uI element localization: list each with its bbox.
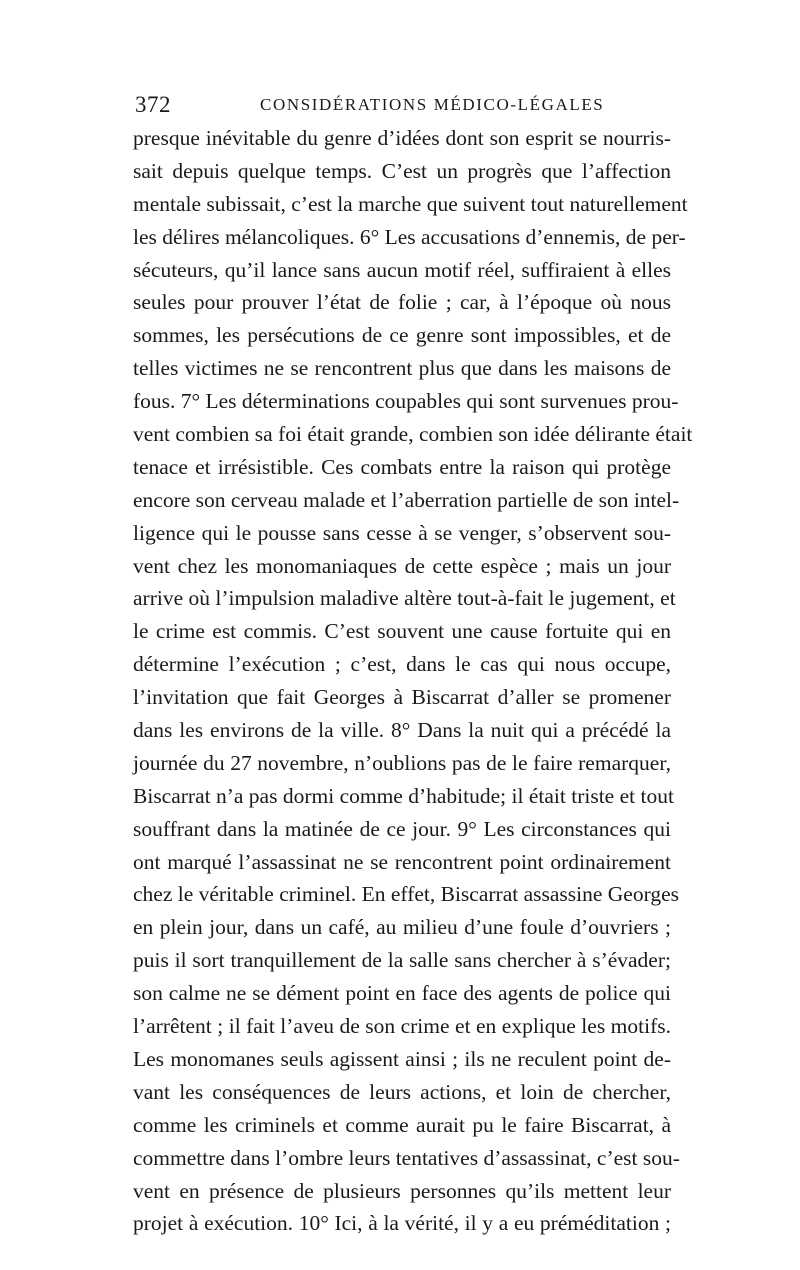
text-line: Biscarrat n’a pas dormi comme d’habitude; il était triste et tout (133, 783, 674, 808)
running-title: CONSIDÉRATIONS MÉDICO-LÉGALES (260, 95, 605, 114)
text-line: vent en présence de plusieurs personnes qu’ils mettent leur (133, 1178, 671, 1203)
text-line: le crime est commis. C’est souvent une cause fortuite qui en (133, 619, 671, 644)
text-line: mentale subissait, c’est la marche que suivent tout naturellement (133, 191, 688, 216)
text-line: souffrant dans la matinée de ce jour. 9° Les circonstances qui (133, 816, 671, 841)
text-line: les délires mélancoliques. 6° Les accusations d’ennemis, de per- (133, 224, 686, 249)
text-line: commettre dans l’ombre leurs tentatives d’assassinat, c’est sou- (133, 1145, 680, 1170)
text-line: en plein jour, dans un café, au milieu d’une foule d’ouvriers ; (133, 915, 671, 940)
text-line: projet à exécution. 10° Ici, à la vérité, il y a eu préméditation ; (133, 1211, 671, 1236)
text-line: journée du 27 novembre, n’oublions pas de le faire remarquer, (133, 750, 671, 775)
text-line: dans les environs de la ville. 8° Dans la nuit qui a précédé la (133, 718, 671, 743)
text-line: presque inévitable du genre d’idées dont son esprit se nourris- (133, 126, 671, 150)
text-line: tenace et irrésistible. Ces combats entre la raison qui protège (133, 454, 671, 479)
page-number: 372 (135, 92, 171, 117)
body-text (133, 122, 693, 1240)
text-line: sécuteurs, qu’il lance sans aucun motif réel, suffiraient à elles (133, 257, 671, 282)
text-line: seules pour prouver l’état de folie ; car, à l’époque où nous (133, 290, 671, 315)
text-line: vent chez les monomaniaques de cette espèce ; mais un jour (133, 553, 671, 578)
text-line: vent combien sa foi était grande, combien son idée délirante était (133, 422, 693, 447)
text-line: puis il sort tranquillement de la salle sans chercher à s’évader; (133, 948, 671, 973)
text-line: ont marqué l’assassinat ne se rencontrent point ordinairement (133, 849, 671, 874)
text-line: chez le véritable criminel. En effet, Biscarrat assassine Georges (133, 882, 680, 907)
text-line: l’arrêtent ; il fait l’aveu de son crime et en explique les motifs. (133, 1014, 671, 1039)
text-line: arrive où l’impulsion maladive altère tout-à-fait le jugement, et (133, 586, 676, 611)
text-line: Les monomanes seuls agissent ainsi ; ils ne reculent point de- (133, 1046, 671, 1071)
text-line: son calme ne se dément point en face des agents de police qui (133, 981, 671, 1006)
text-line: telles victimes ne se rencontrent plus que dans les maisons de (133, 356, 671, 381)
running-head (133, 92, 673, 122)
text-line: ligence qui le pousse sans cesse à se venger, s’observent sou- (133, 520, 671, 545)
text-line: sommes, les persécutions de ce genre sont impossibles, et de (133, 323, 671, 348)
text-line: l’invitation que fait Georges à Biscarrat d’aller se promener (133, 685, 671, 710)
text-line: comme les criminels et comme aurait pu le faire Biscarrat, à (133, 1112, 671, 1137)
text-line: encore son cerveau malade et l’aberration partielle de son intel- (133, 487, 680, 512)
text-line: vant les conséquences de leurs actions, et loin de chercher, (133, 1079, 671, 1104)
text-line: fous. 7° Les déterminations coupables qui sont survenues prou- (133, 389, 679, 414)
text-line: sait depuis quelque temps. C’est un progrès que l’affection (133, 158, 671, 183)
text-line: détermine l’exécution ; c’est, dans le cas qui nous occupe, (133, 652, 671, 677)
